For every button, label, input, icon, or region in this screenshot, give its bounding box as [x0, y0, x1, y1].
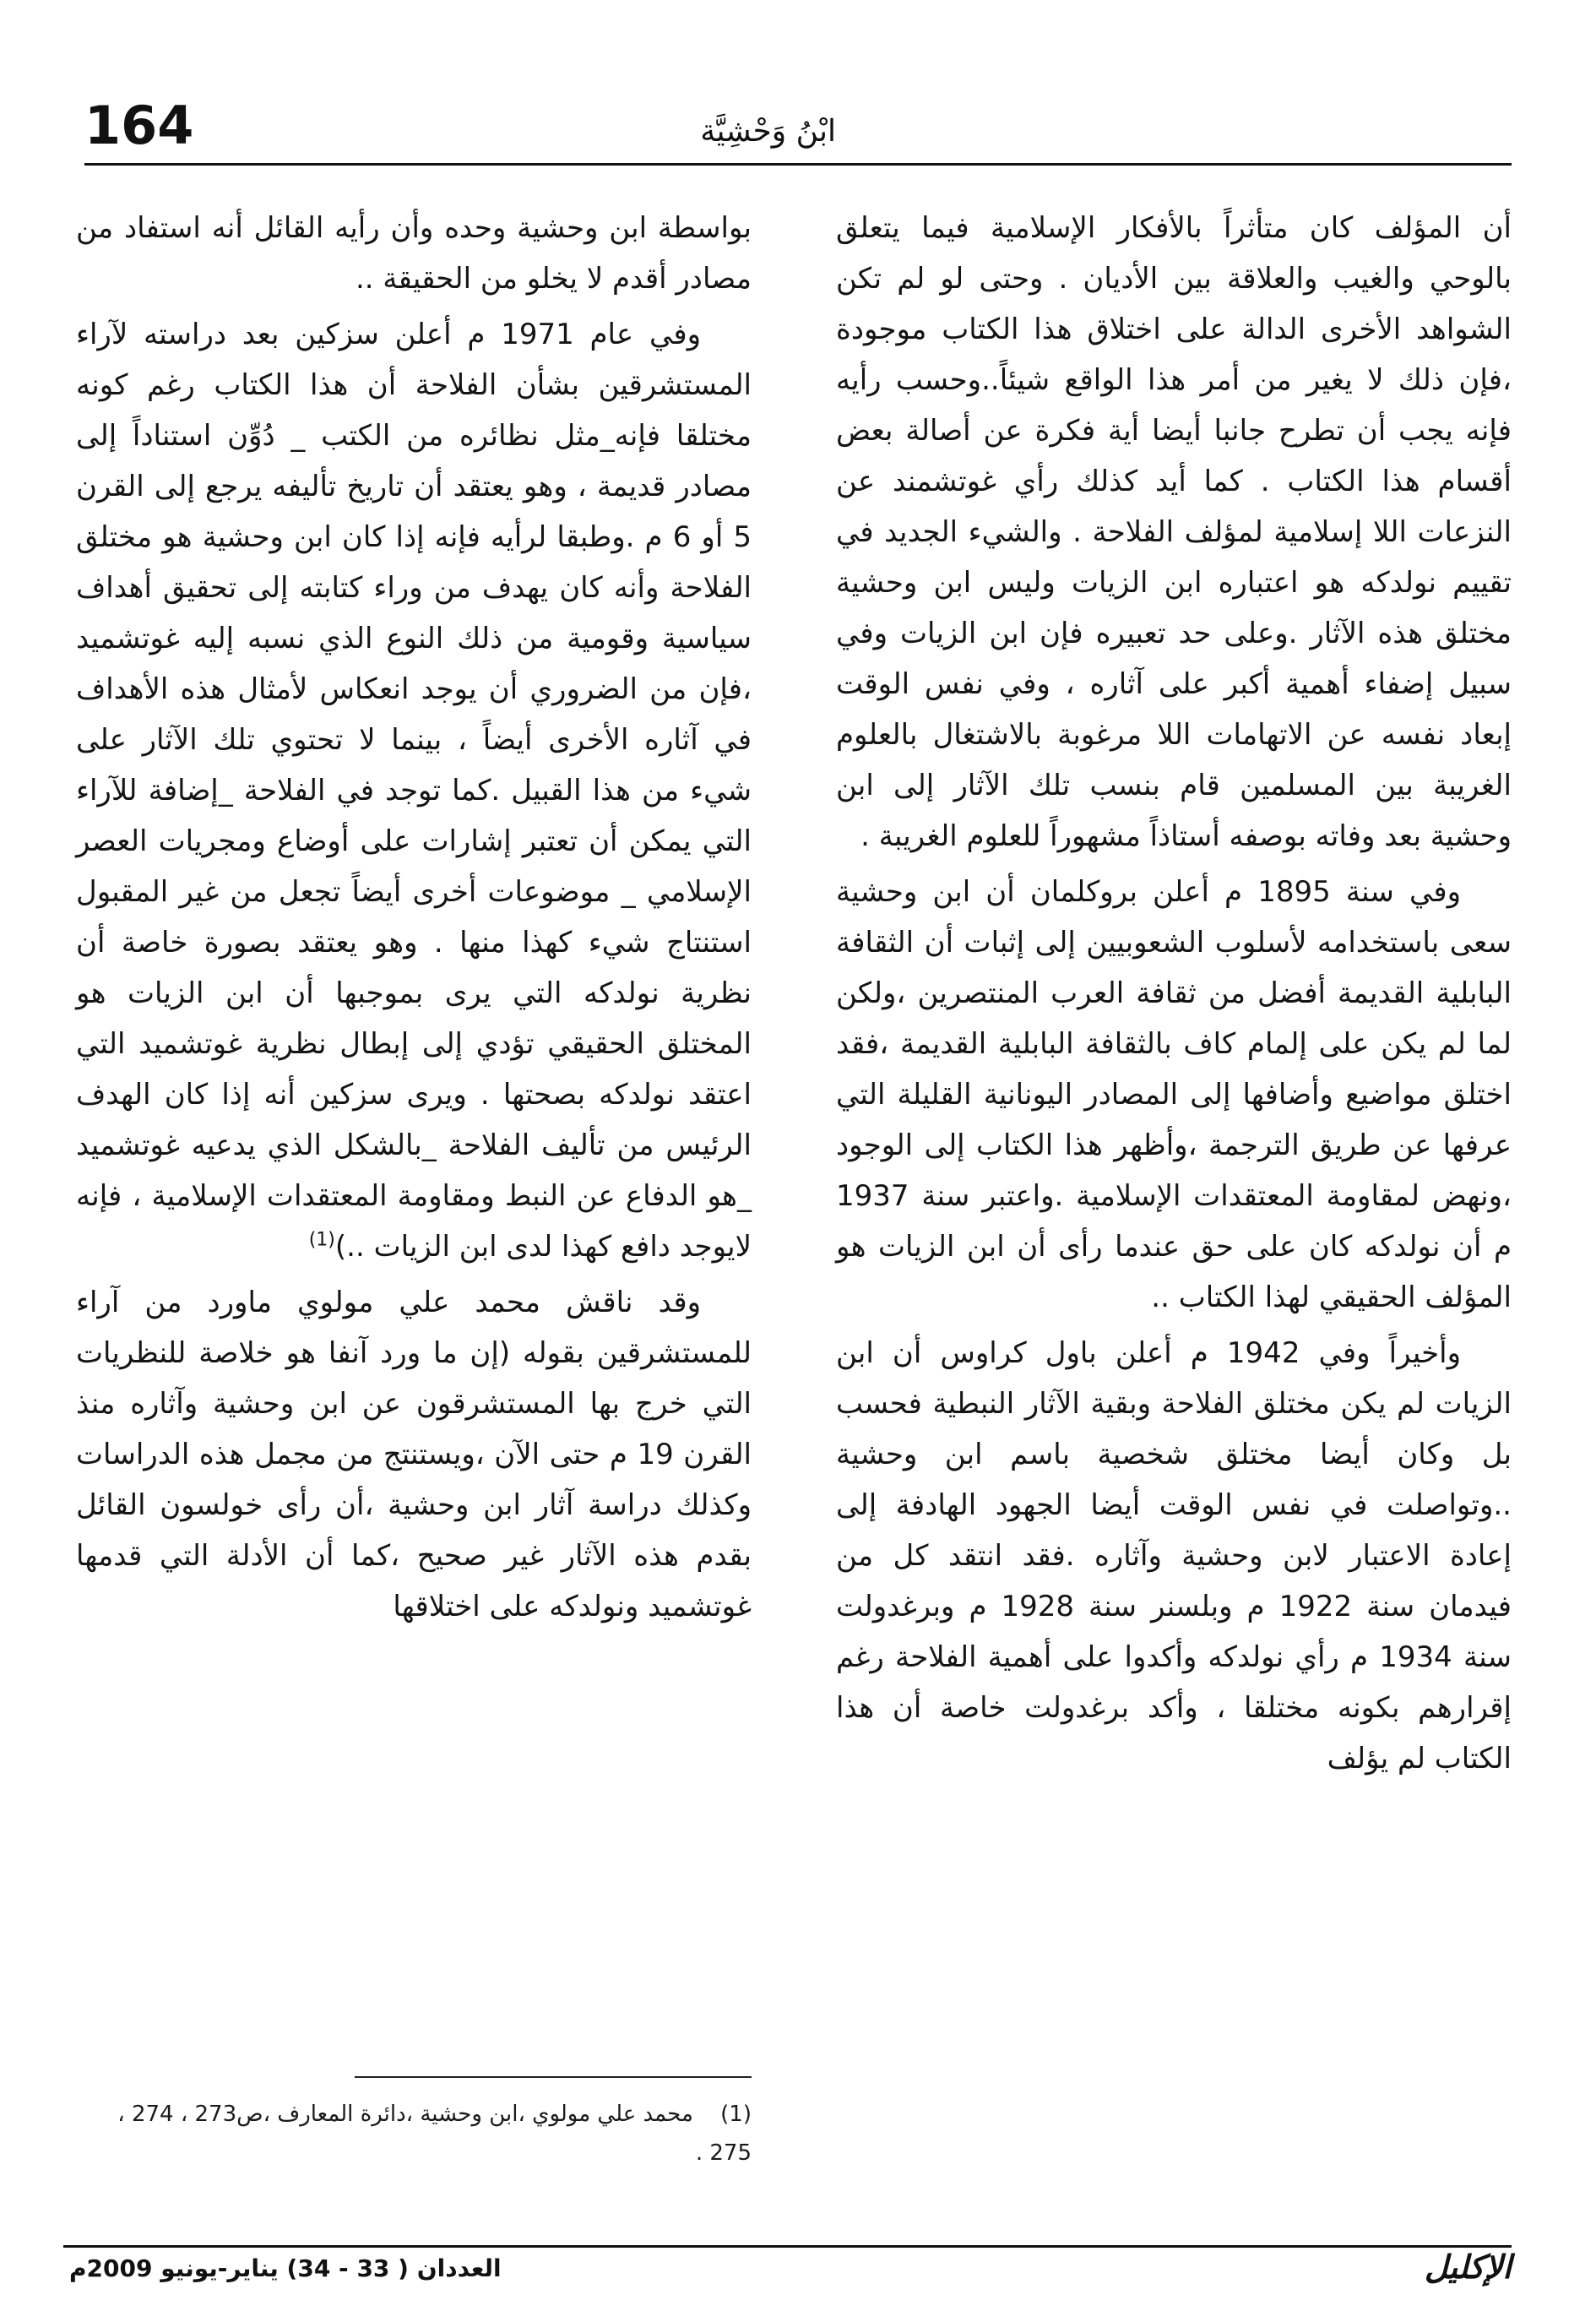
footnote-number: (1) [720, 2102, 752, 2127]
footnote-reference: (1) [308, 1229, 335, 1251]
left-paragraph-2-text: وفي عام 1971 م أعلن سزكين بعد دراسته لآراء المستشرقين بشأن الفلاحة أن هذا الكتاب رغم كونه مختلقا فإنه_مثل نظائره من الكتب _ دُوِّن استناداً إلى مصادر قديمة ، وهو يعتقد أن تاريخ تأليفه يرجع إلى القرن 5 أو 6 م .وطبقا لرأيه فإنه إذا كان ابن وحشية هو مختلق الفلاحة وأنه كان يهدف من وراء كتابته إلى تحقيق أهداف سياسية وقومية من ذلك النوع الذي نسبه إليه غوتشميد ،فإن من الضروري أن يوجد انعكاس لأمثال هذه الأهداف في آثاره الأخرى أيضاً ، بينما لا تحتوي تلك الآثار على شيء من هذا القبيل .كما توجد في الفلاحة _إضافة للآراء التي يمكن أن تعتبر إشارات على أوضاع ومجريات العصر الإسلامي _ موضوعات أخرى أيضاً تجعل من غير المقبول استنتاج شيء كهذا منها . وهو يعتقد بصورة خاصة أن نظرية نولدكه التي يرى بموجبها أن ابن الزيات هو المختلق الحقيقي تؤدي إلى إبطال نظرية غوتشميد التي اعتقد نولدكه بصحتها . ويرى سزكين أنه إذا كان الهدف الرئيس من تأليف الفلاحة _بالشكل الذي يدعيه غوتشميد _هو الدفاع عن النبط ومقاومة المعتقدات الإسلامية ، فإنه لايوجد دافع كهذا لدى ابن الزيات ..) [76, 318, 752, 1264]
footnote-rule [355, 2076, 752, 2078]
footer-rule [63, 2245, 1512, 2248]
left-column [76, 203, 752, 1632]
page-number: 164 [84, 95, 194, 156]
left-paragraph-2 [76, 309, 752, 1272]
running-head: ابْنُ وَحْشِيَّة [700, 114, 836, 149]
right-paragraph-2: وفي سنة 1895 م أعلن بروكلمان أن ابن وحشية سعى باستخدامه لأسلوب الشعوبيين إلى إثبات أن الثقافة البابلية القديمة أفضل من ثقافة العرب المنتصرين ،ولكن لما لم يكن على إلمام كاف بالثقافة البابلية القديمة ،فقد اختلق مواضيع وأضافها إلى المصادر اليونانية القليلة التي عرفها عن طريق الترجمة ،وأظهر هذا الكتاب إلى الوجود ،ونهض لمقاومة المعتقدات الإسلامية .واعتبر سنة 1937 م أن نولدكه كان على حق عندما رأى أن ابن الزيات هو المؤلف الحقيقي لهذا الكتاب .. [836, 875, 1512, 1314]
right-column [836, 203, 1512, 1784]
left-paragraph-1: بواسطة ابن وحشية وحده وأن رأيه القائل أنه استفاد من مصادر أقدم لا يخلو من الحقيقة .. [76, 211, 752, 296]
footer-journal-logo: الإكليل [1424, 2248, 1512, 2286]
footnote [76, 2095, 752, 2172]
footer-issue: العددان ( 33 - 34) يناير-يونيو 2009م [69, 2254, 502, 2282]
footnote-text: محمد علي مولوي ،ابن وحشية ،دائرة المعارف ،ص273 ، 274 ، 275 . [117, 2102, 752, 2166]
header-rule [84, 163, 1512, 166]
right-paragraph-1: أن المؤلف كان متأثراً بالأفكار الإسلامية فيما يتعلق بالوحي والغيب والعلاقة بين الأديان . وحتى لو لم تكن الشواهد الأخرى الدالة على اختلاق هذا الكتاب موجودة ،فإن ذلك لا يغير من أمر هذا الواقع شيئاً..وحسب رأيه فإنه يجب أن تطرح جانبا أيضا أية فكرة عن أصالة بعض أقسام هذا الكتاب . كما أيد كذلك رأي غوتشمند عن النزعات اللا إسلامية لمؤلف الفلاحة . والشيء الجديد في تقييم نولدكه هو اعتباره ابن الزيات وليس ابن وحشية مختلق هذه الآثار .وعلى حد تعبيره فإن ابن الزيات وفي سبيل إضفاء أهمية أكبر على آثاره ، وفي نفس الوقت إبعاد نفسه عن الاتهامات اللا مرغوبة بالاشتغال بالعلوم الغريبة بين المسلمين قام بنسب تلك الآثار إلى ابن وحشية بعد وفاته بوصفه أستاذاً مشهوراً للعلوم الغريبة . [836, 211, 1512, 853]
left-paragraph-3: وقد ناقش محمد علي مولوي ماورد من آراء للمستشرقين بقوله (إن ما ورد آنفا هو خلاصة للنظريات التي خرج بها المستشرقون عن ابن وحشية وآثاره منذ القرن 19 م حتى الآن ،ويستنتج من مجمل هذه الدراسات وكذلك دراسة آثار ابن وحشية ،أن رأى خولسون القائل بقدم هذه الآثار غير صحيح ،كما أن الأدلة التي قدمها غوتشميد ونولدكه على اختلاقها [76, 1286, 752, 1623]
right-paragraph-3: وأخيراً وفي 1942 م أعلن باول كراوس أن ابن الزيات لم يكن مختلق الفلاحة وبقية الآثار النبطية فحسب بل وكان أيضا مختلق شخصية باسم ابن وحشية ..وتواصلت في نفس الوقت أيضا الجهود الهادفة إلى إعادة الاعتبار لابن وحشية وآثاره .فقد انتقد كل من فيدمان سنة 1922 م وبلسنر سنة 1928 م وبرغدولت سنة 1934 م رأي نولدكه وأكدوا على أهمية الفلاحة رغم إقرارهم بكونه مختلقا ، وأكد برغدولت خاصة أن هذا الكتاب لم يؤلف [836, 1336, 1512, 1775]
